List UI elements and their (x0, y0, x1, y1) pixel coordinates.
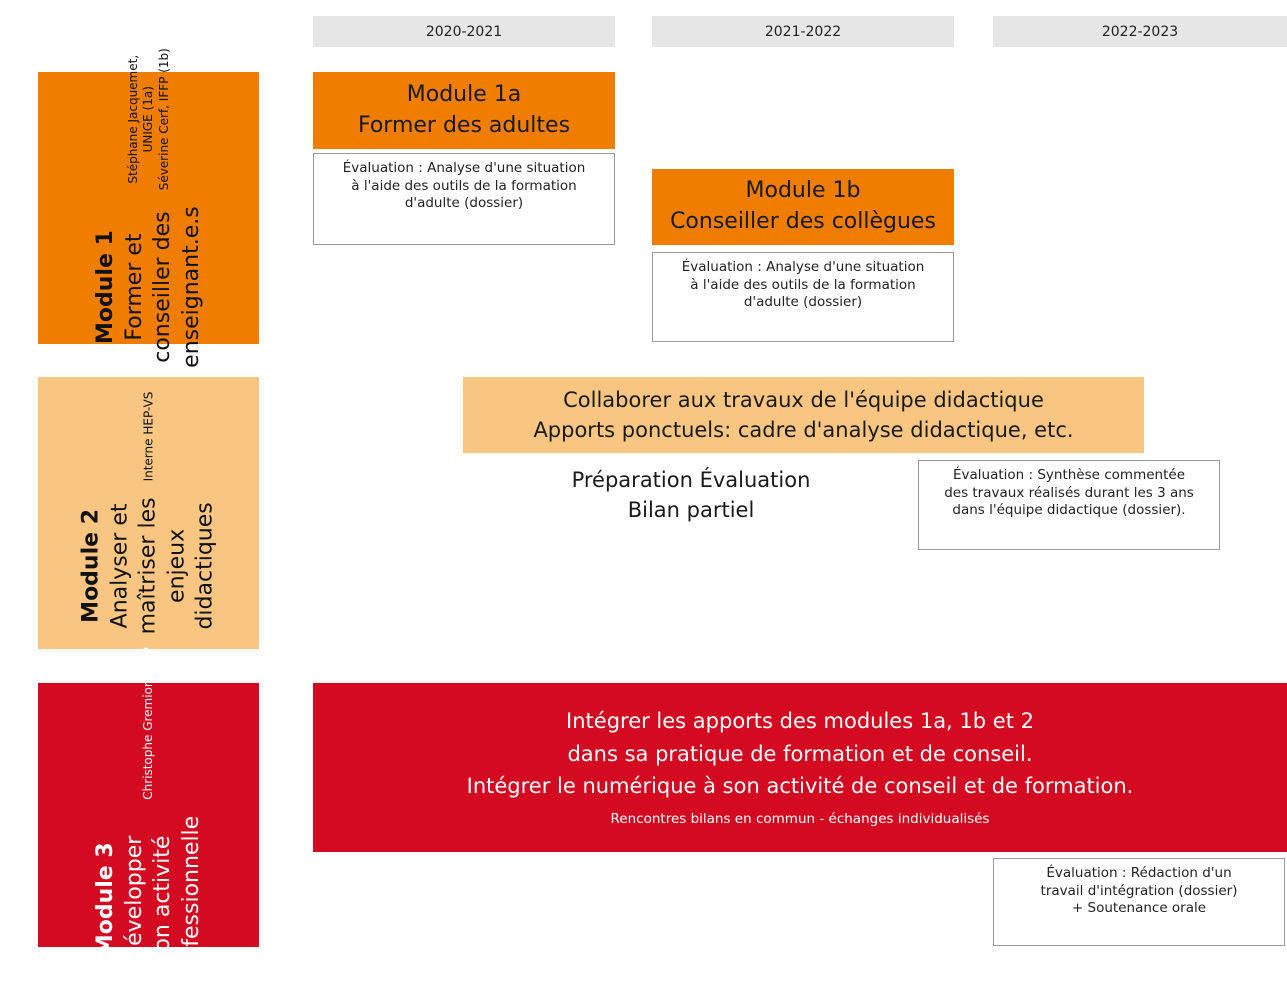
evaluation-line: des travaux réalisés durant les 3 ans (944, 484, 1194, 501)
module-3-bar-line: dans sa pratique de formation et de conseil. (567, 741, 1033, 766)
module-1b-block (652, 169, 954, 245)
module-1a-title: Module 1a (406, 81, 522, 107)
module-1-subtitle-line: Former et (120, 233, 146, 341)
evaluation-line: dans l'équipe didactique (dossier). (952, 502, 1186, 519)
module-3-evaluation (993, 858, 1285, 946)
module-2-subtitle-line: Analyser et (106, 503, 132, 629)
evaluation-line: à l'aide des outils de la formation (690, 276, 916, 293)
module-1a-block (313, 72, 615, 149)
module-3-bar-line: Intégrer les apports des modules 1a, 1b et 2 (566, 709, 1034, 734)
column-header-2021-2022: 2021-2022 (652, 16, 954, 47)
module-3-subtitle-line: son activité (149, 835, 175, 963)
module-2-subtitle-line: didactiques (192, 502, 218, 630)
module-2-bar-line: Apports ponctuels: cadre d'analyse didactique, etc. (533, 418, 1074, 442)
module-2-subtitle-line: enjeux (163, 528, 189, 603)
module-3-label (38, 647, 259, 983)
module-2-label (38, 377, 259, 649)
module-1-subtitle-line: enseignant.e.s (178, 206, 204, 368)
evaluation-line: Évaluation : Analyse d'une situation (342, 160, 586, 176)
column-header-2020-2021: 2020-2021 (313, 16, 615, 47)
evaluation-line: d'adulte (dossier) (743, 294, 863, 311)
module-1b-subtitle: Conseiller des collègues (670, 209, 936, 234)
module-1b-title: Module 1b (745, 178, 861, 204)
module-2-collaboration-bar (463, 377, 1144, 453)
module-3-title: Module 3 (92, 842, 118, 957)
module-3-subtitle-line: professionnelle (178, 815, 204, 983)
module-2-prep-line: Préparation Évaluation (571, 467, 811, 492)
module-2-title: Module 2 (78, 508, 104, 623)
module-1-people-line: Stéphane Jacquemet, (125, 54, 140, 184)
module-1a-evaluation (313, 153, 615, 245)
evaluation-line: à l'aide des outils de la formation (351, 177, 577, 194)
module-1-label (38, 48, 259, 368)
module-3-bar-line: Intégrer le numérique à son activité de conseil et de formation. (466, 774, 1134, 799)
evaluation-line: Évaluation : Rédaction d'un (1046, 865, 1232, 881)
module-3-people-line: Christophe Gremion, IFFP (140, 647, 155, 800)
module-2-people-line: Interne HEP-VS (140, 391, 155, 482)
module-2-preparation (540, 460, 842, 530)
module-1-people-line: UNIGE (1a) (140, 86, 155, 153)
module-1-title: Module 1 (92, 230, 118, 344)
module-1-subtitle-line: conseiller des (149, 211, 175, 363)
module-2-prep-line: Bilan partiel (627, 498, 755, 522)
evaluation-line: Évaluation : Synthèse commentée (952, 467, 1185, 483)
module-2-evaluation (918, 460, 1220, 550)
evaluation-line: travail d'intégration (dossier) (1040, 882, 1238, 899)
module-3-bar-note: Rencontres bilans en commun - échanges individualisés (610, 810, 990, 827)
module-2-bar-line: Collaborer aux travaux de l'équipe didactique (563, 387, 1044, 412)
module-1-people-line: Séverine Cerf, IFFP (1b) (156, 48, 171, 191)
module-1b-evaluation (652, 252, 954, 342)
module-1a-subtitle: Former des adultes (357, 112, 571, 138)
evaluation-line: Évaluation : Analyse d'une situation (681, 259, 925, 275)
column-header-2022-2023: 2022-2023 (993, 16, 1287, 47)
module-3-integration-bar (313, 683, 1287, 852)
module-3-subtitle-line: Développer (120, 835, 146, 963)
evaluation-line: + Soutenance orale (1071, 900, 1207, 917)
evaluation-line: d'adulte (dossier) (404, 195, 524, 212)
module-2-subtitle-line: maîtriser les (135, 497, 161, 635)
